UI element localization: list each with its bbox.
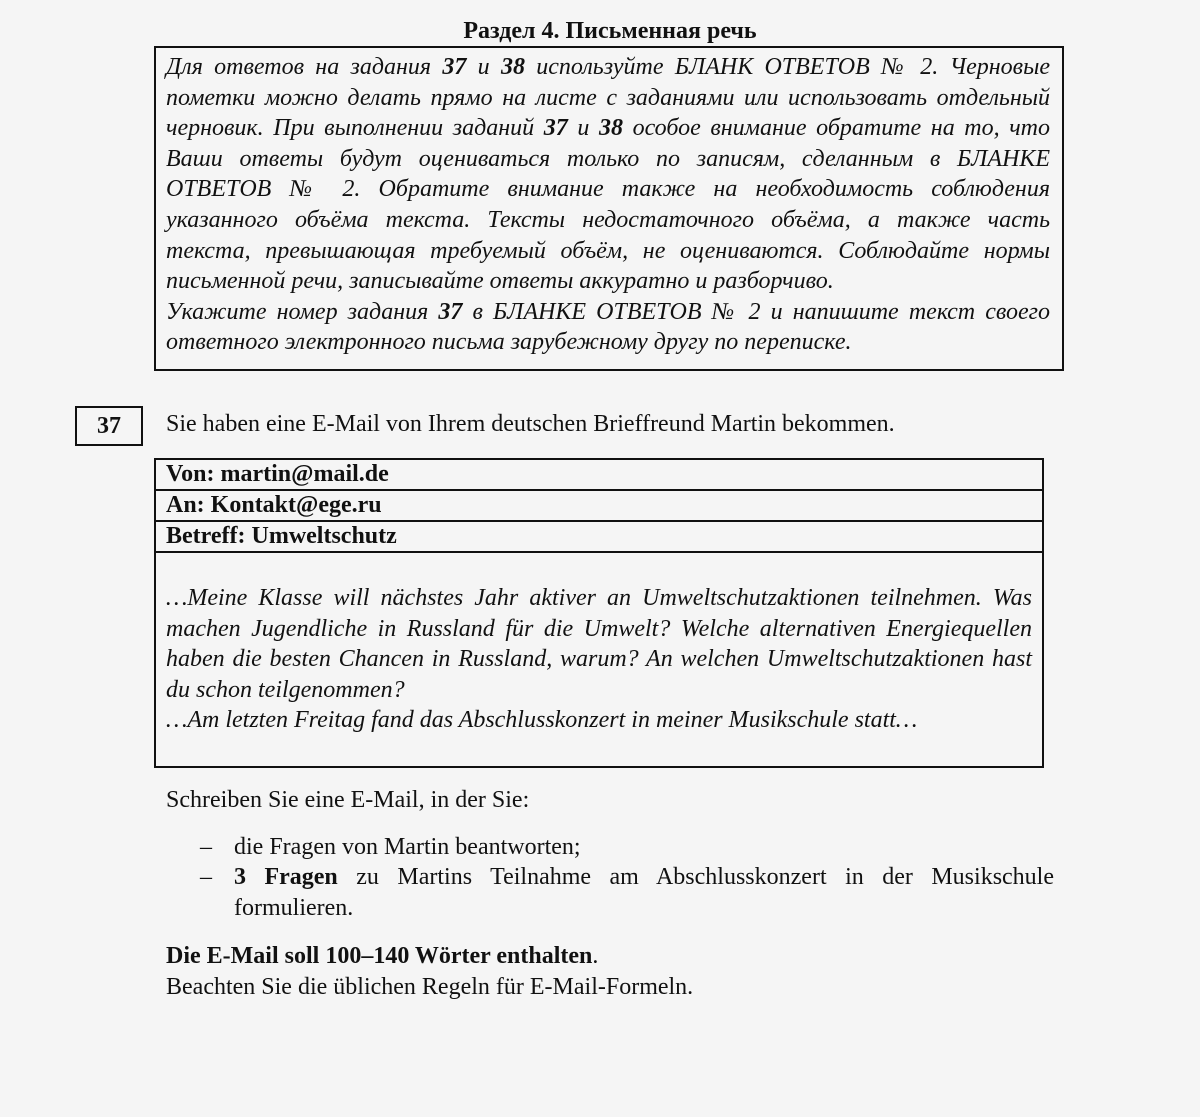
instructions-box <box>154 46 1064 371</box>
instructions-paragraph-2 <box>166 297 1050 358</box>
instruction-text: и <box>466 54 501 80</box>
format-note: Beachten Sie die üblichen Regeln für E-Mail-Formeln. <box>166 973 694 1000</box>
email-box <box>154 458 1044 768</box>
bullet-dash: – <box>200 833 212 860</box>
list-item <box>166 862 1054 923</box>
task-number-ref: 38 <box>599 115 623 142</box>
word-count-dot: . <box>592 943 599 969</box>
task-number-ref: 37 <box>442 54 467 80</box>
instruction-text: Для ответов на задания <box>166 54 443 80</box>
word-count-requirement <box>166 941 1054 972</box>
email-to: An: Kontakt@ege.ru <box>156 491 1042 522</box>
bullet-dash: – <box>200 864 212 890</box>
write-prompt: Schreiben Sie eine E-Mail, in der Sie: <box>166 787 530 813</box>
instruction-text: и <box>567 115 599 142</box>
bullet-text: die Fragen von Martin beantworten; <box>234 833 581 860</box>
requirements-list <box>166 832 1054 924</box>
instructions-paragraph-1 <box>166 52 1050 297</box>
bullet-bold-text: 3 Fragen <box>234 864 338 890</box>
email-body <box>156 553 1042 736</box>
word-count-bold: Die E-Mail soll 100–140 Wörter enthalten <box>166 943 593 969</box>
task-number-box: 37 <box>75 406 143 446</box>
task-number-ref: 37 <box>543 115 568 142</box>
instruction-text: Укажите номер задания <box>166 298 439 325</box>
email-from: Von: martin@mail.de <box>156 460 1042 491</box>
email-body-paragraph-1: …Meine Klasse will nächstes Jahr aktiver an Umweltschutzaktionen teilnehmen. Was machen Jugendliche in Russland für die Umwelt? Welche alternativen Energiequellen haben die besten Chancen in Russland, warum? An welchen Umweltschutzaktionen hast du schon teilgenommen? <box>166 585 1032 703</box>
task-number-ref: 38 <box>500 54 525 80</box>
email-body-paragraph-2: …Am letzten Freitag fand das Abschlusskonzert in meiner Musikschule statt… <box>166 707 918 733</box>
bullet-text: zu Martins Teilnahme am Abschlusskonzert in der Musikschule formulieren. <box>234 864 1055 921</box>
task-intro: Sie haben eine E-Mail von Ihrem deutschen Brieffreund Martin bekommen. <box>166 411 895 437</box>
list-item <box>166 832 1054 863</box>
task-requirements <box>166 785 1054 1002</box>
instruction-text: используйте БЛАНК ОТВЕТОВ № 2. Черновые пометки можно делать прямо на листе с заданиями или использовать отдельный черновик. При выполнении заданий <box>166 54 1051 142</box>
section-title: Раздел 4. Письменная речь <box>463 18 757 44</box>
instruction-text: особое внимание обратите на то, что Ваши ответы будут оцениваться только по записям, сделанным в БЛАНКЕ ОТВЕТОВ № 2. Обратите внимание также на необходимость соблюдения указанного объёма текста. Тексты недостаточного объёма, а также часть текста, превышающая требуемый объём, не оцениваются. Соблюдайте нормы письменной речи, записывайте ответы аккуратно и разборчиво. <box>166 115 1051 295</box>
instruction-text: в БЛАНКЕ ОТВЕТОВ № 2 и напишите текст своего ответного электронного письма зарубежному другу по переписке. <box>166 298 1050 356</box>
email-subject: Betreff: Umweltschutz <box>156 522 1042 553</box>
task-number-ref: 37 <box>438 298 463 325</box>
